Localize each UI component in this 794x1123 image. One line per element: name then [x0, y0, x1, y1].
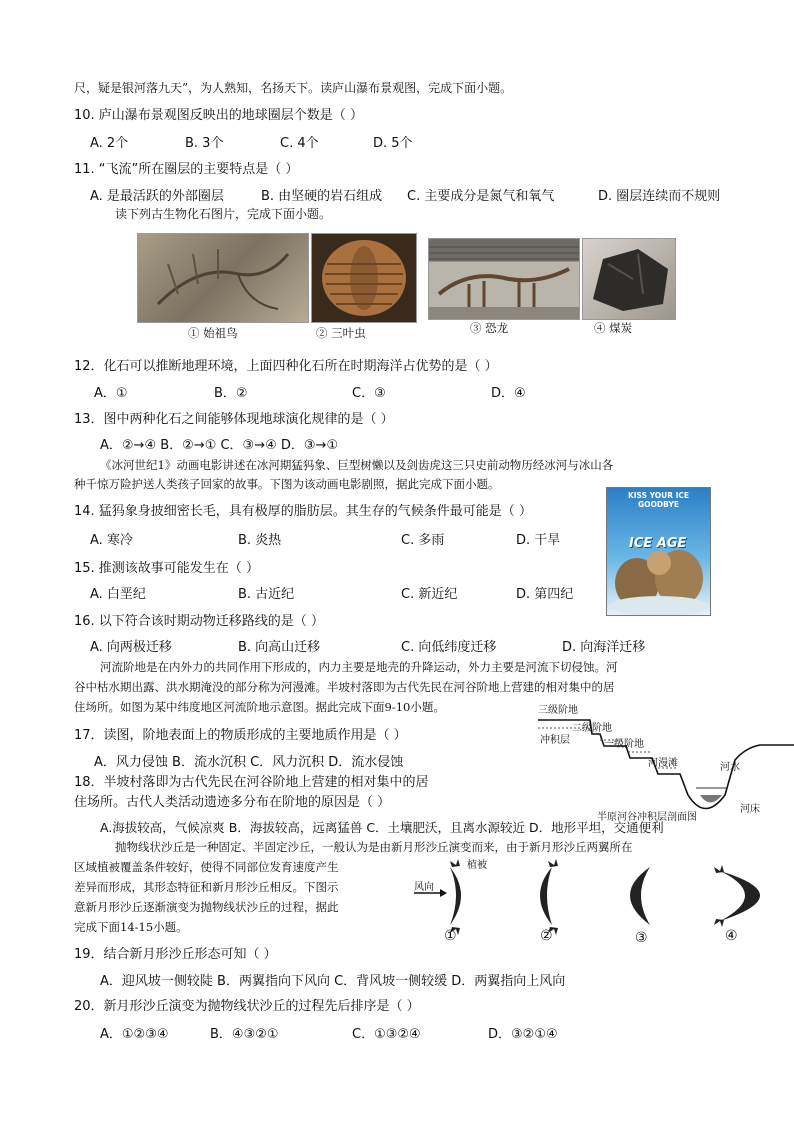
- caption-archaeopteryx: ① 始祖鸟: [188, 326, 238, 340]
- q15-option-c[interactable]: C. 新近纪: [401, 587, 458, 602]
- poster-logo: ICE AGE: [629, 536, 687, 551]
- q12-option-b[interactable]: B．②: [214, 386, 248, 401]
- poster-art: [607, 488, 710, 615]
- poster-line-2: GOODBYE: [638, 500, 679, 509]
- q12-option-c[interactable]: C．③: [352, 386, 386, 401]
- intro-ice-age-2: 种千惊万险护送人类孩子回家的故事。下图为该动画电影剧照，据此完成下面小题。: [74, 477, 500, 491]
- terrace-label-floodplain: 河漫滩: [648, 758, 678, 769]
- intro-ice-age-1: 《冰河世纪1》动画电影讲述在冰河期猛犸象、巨型树懒以及剑齿虎这三只史前动物历经冰河与冰山各: [100, 458, 614, 472]
- q16-option-d[interactable]: D. 向海洋迁移: [562, 640, 646, 655]
- q20-option-d[interactable]: D．③②①④: [488, 1027, 558, 1042]
- question-12-stem: 12．化石可以推断地理环境，上面四种化石所在时期海洋占优势的是（ ）: [74, 359, 498, 374]
- vegetation-icon-5: [714, 865, 724, 873]
- q10-option-c[interactable]: C. 4个: [280, 136, 319, 151]
- q16-option-c[interactable]: C. 向低纬度迁移: [401, 640, 497, 655]
- q12-option-a[interactable]: A．①: [94, 386, 128, 401]
- q11-option-c[interactable]: C. 主要成分是氮气和氧气: [407, 189, 555, 204]
- dune-1-shape: [450, 867, 461, 925]
- question-17-stem: 17．读图，阶地表面上的物质形成的主要地质作用是（ ）: [74, 728, 407, 743]
- terrace-label-water: 河水: [720, 762, 740, 773]
- question-19-stem: 19．结合新月形沙丘形态可知（ ）: [74, 947, 277, 962]
- intro-line-lushan: 尺，疑是银河落九天”，为人熟知，名扬天下。读庐山瀑布景观图，完成下面小题。: [74, 81, 513, 95]
- intro-dune-1: 抛物线状沙丘是一种固定、半固定沙丘，一般认为是由新月形沙丘演变而来，由于新月形沙丘两翼所在: [115, 840, 633, 854]
- intro-river-1: 河流阶地是在内外力的共同作用下形成的，内力主要是地壳的升降运动，外力主要是河流下切侵蚀。河: [100, 660, 618, 674]
- vegetation-icon-1: [450, 859, 460, 867]
- question-15-stem: 15. 推测该故事可能发生在（ ）: [74, 561, 259, 576]
- intro-dune-5: 完成下面14-15小题。: [74, 920, 188, 934]
- dune-vegetation-label: 植被: [467, 860, 487, 871]
- q14-option-c[interactable]: C. 多雨: [401, 533, 445, 548]
- trilobite-image: [311, 233, 417, 323]
- question-14-stem: 14. 猛犸象身披细密长毛，具有极厚的脂肪层。其生存的气候条件最可能是（ ）: [74, 504, 532, 519]
- caption-trilobite: ② 三叶虫: [316, 326, 366, 340]
- dinosaur-sketch: [429, 239, 579, 319]
- terrace-label-2: 二级阶地: [572, 723, 612, 734]
- q15-option-b[interactable]: B. 古近纪: [238, 587, 295, 602]
- poster-line-1: KISS YOUR ICE: [627, 491, 690, 500]
- dune-number-4: ④: [725, 928, 738, 944]
- terrace-label-3: 三级阶地: [538, 705, 578, 716]
- question-18-stem-2: 住场所。古代人类活动遗迹多分布在阶地的原因是（ ）: [74, 795, 391, 810]
- vegetation-icon-3: [548, 859, 558, 867]
- coal-sketch: [583, 239, 675, 319]
- q11-option-a[interactable]: A. 是最活跃的外部圈层: [90, 189, 224, 204]
- intro-dune-4: 意新月形沙丘逐渐演变为抛物线状沙丘的过程，据此: [74, 900, 339, 914]
- q10-option-a[interactable]: A. 2个: [90, 136, 129, 151]
- q17-options[interactable]: A．风力侵蚀 B．流水沉积 C．风力沉积 D．流水侵蚀: [94, 755, 404, 770]
- q10-option-b[interactable]: B. 3个: [185, 136, 224, 151]
- caption-coal: ④ 煤炭: [594, 321, 633, 335]
- ice-age-poster: [606, 487, 711, 616]
- dune-number-1: ①: [444, 928, 457, 944]
- intro-river-2: 谷中枯水期出露、洪水期淹没的部分称为河漫滩。半坡村落即为古代先民在河谷阶地上营建的相对集中的居: [74, 680, 615, 694]
- q11-option-d[interactable]: D. 圈层连续而不规则: [598, 189, 721, 204]
- terrace-label-alluvium: 冲积层: [540, 735, 570, 746]
- question-20-stem: 20．新月形沙丘演变为抛物线状沙丘的过程先后排序是（ ）: [74, 999, 420, 1014]
- dune-number-3: ③: [635, 930, 648, 946]
- q14-option-d[interactable]: D. 干旱: [516, 533, 561, 548]
- coal-image: [582, 238, 676, 320]
- q16-option-a[interactable]: A. 向两极迁移: [90, 640, 172, 655]
- terrace-diagram-title: 半原河谷冲积层剖面图: [597, 812, 697, 823]
- q20-option-a[interactable]: A．①②③④: [100, 1027, 169, 1042]
- q14-option-a[interactable]: A. 寒冷: [90, 533, 133, 548]
- q20-option-c[interactable]: C．①③②④: [352, 1027, 421, 1042]
- dinosaur-image: [428, 238, 580, 320]
- q15-option-d[interactable]: D. 第四纪: [516, 587, 574, 602]
- q16-option-b[interactable]: B. 向高山迁移: [238, 640, 321, 655]
- q14-option-b[interactable]: B. 炎热: [238, 533, 282, 548]
- archaeopteryx-sketch: [138, 234, 308, 322]
- q15-option-a[interactable]: A. 白垩纪: [90, 587, 146, 602]
- intro-river-3: 住场所。如图为某中纬度地区河流阶地示意图。据此完成下面9-10小题。: [74, 700, 445, 714]
- dune-number-2: ②: [540, 928, 553, 944]
- dune-wind-label: 风向: [414, 882, 434, 893]
- dune-3-shape: [630, 867, 650, 925]
- terrace-label-riverbed: 河床: [740, 804, 760, 815]
- dune-2-shape: [540, 867, 552, 925]
- question-13-stem: 13．图中两种化石之间能够体现地球演化规律的是（ ）: [74, 412, 394, 427]
- q19-options[interactable]: A．迎风坡一侧较陡 B．两翼指向下风向 C．背风坡一侧较缓 D．两翼指向上风向: [100, 974, 566, 989]
- question-10-stem: 10. 庐山瀑布景观图反映出的地球圈层个数是（ ）: [74, 108, 363, 123]
- intro-dune-2: 区域植被覆盖条件较好，使得不同部位发育速度产生: [74, 860, 339, 874]
- question-18-stem-1: 18．半坡村落即为古代先民在河谷阶地上营建的相对集中的居: [74, 775, 429, 790]
- q11-option-b[interactable]: B. 由坚硬的岩石组成: [261, 189, 383, 204]
- question-16-stem: 16. 以下符合该时期动物迁移路线的是（ ）: [74, 614, 324, 629]
- terrace-label-1: 一级阶地: [604, 739, 644, 750]
- q20-option-b[interactable]: B．④③②①: [210, 1027, 279, 1042]
- question-11-stem: 11. “飞流”所在圈层的主要特点是（ ）: [74, 162, 299, 177]
- intro-fossil: 读下列古生物化石图片，完成下面小题。: [115, 207, 332, 221]
- q13-options[interactable]: A．②→④ B．②→① C．③→④ D．③→①: [100, 438, 339, 453]
- caption-dinosaur: ③ 恐龙: [470, 321, 509, 335]
- intro-dune-3: 差异而形成，其形态特征和新月形沙丘相反。下图示: [74, 880, 339, 894]
- archaeopteryx-image: [137, 233, 309, 323]
- vegetation-icon-6: [714, 919, 724, 927]
- q18-options[interactable]: A.海拔较高，气候凉爽 B．海拔较高，远离猛兽 C．土壤肥沃，且离水源较近 D．地形平坦，交通便利: [100, 820, 664, 835]
- dune-4-shape: [720, 871, 760, 921]
- q10-option-d[interactable]: D. 5个: [373, 136, 413, 151]
- trilobite-sketch: [312, 234, 416, 322]
- q12-option-d[interactable]: D．④: [491, 386, 526, 401]
